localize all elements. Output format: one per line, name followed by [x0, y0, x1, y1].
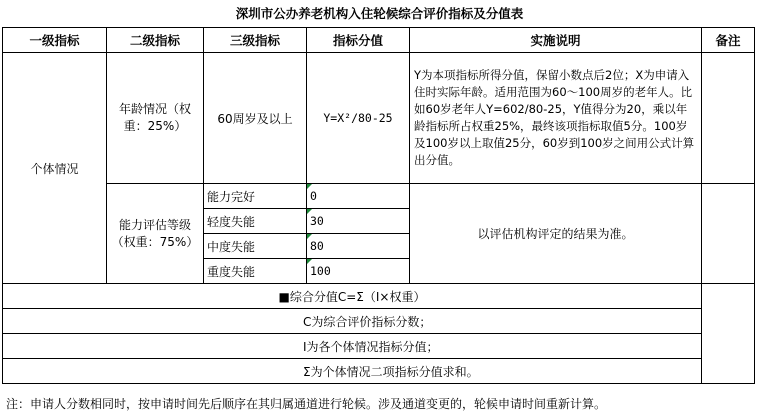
green-marker-icon	[307, 184, 312, 189]
ability-score-1: 30	[307, 209, 410, 234]
header-level1: 一级指标	[3, 28, 107, 53]
page-title: 深圳市公办养老机构入住轮候综合评价指标及分值表	[235, 6, 524, 21]
age-row	[3, 53, 755, 184]
header-remarks: 备注	[702, 28, 755, 53]
green-marker-icon	[307, 234, 312, 239]
ability-remarks-cell	[702, 184, 755, 284]
header-level3: 三级指标	[204, 28, 307, 53]
summary-title-row	[3, 284, 755, 309]
header-level2: 二级指标	[107, 28, 204, 53]
age-level3-cell: 60周岁及以上	[204, 53, 307, 184]
summary-title: ■综合分值C=Σ（I×权重）	[3, 284, 702, 309]
footnote: 注：申请人分数相同时，按申请时间先后顺序在其归属通道进行轮候。涉及通道变更的，轮候申请时间重新计算。	[6, 397, 607, 411]
green-marker-icon	[307, 209, 312, 214]
header-row	[3, 28, 755, 53]
evaluation-table	[2, 27, 755, 384]
header-score: 指标分值	[307, 28, 410, 53]
age-formula-cell: Y=X²/80-25	[307, 53, 410, 184]
ability-score-0: 0	[307, 184, 410, 209]
ability-label-1: 轻度失能	[204, 209, 307, 234]
green-marker-icon	[307, 259, 312, 264]
summary-line-row-0	[3, 309, 755, 334]
ability-score-2: 80	[307, 234, 410, 259]
header-description: 实施说明	[410, 28, 702, 53]
level1-cell: 个体情况	[3, 53, 107, 284]
age-level2-cell: 年龄情况（权重：25%）	[107, 53, 204, 184]
ability-row-0	[3, 184, 755, 209]
ability-score-3: 100	[307, 259, 410, 284]
age-description-cell: Y为本项指标所得分值，保留小数点后2位；X为申请入住时实际年龄。适用范围为60～100周岁的老年人。比如60岁老年人Y=602/80-25，Y值得分为20，乘以年龄指标所占权重25%，最终该项指标取值5分。100岁及100岁以上取值25分，60岁到100岁之间用公式计算出分值。	[410, 53, 702, 184]
ability-label-3: 重度失能	[204, 259, 307, 284]
ability-label-0: 能力完好	[204, 184, 307, 209]
summary-line-2: Σ为个体情况二项指标分值求和。	[3, 359, 702, 384]
ability-description-cell: 以评估机构评定的结果为准。	[410, 184, 702, 284]
summary-line-row-1	[3, 334, 755, 359]
summary-line-1: I为各个体情况指标分值；	[3, 334, 702, 359]
summary-remarks-cell	[702, 284, 755, 384]
summary-line-0: C为综合评价指标分数；	[3, 309, 702, 334]
ability-label-2: 中度失能	[204, 234, 307, 259]
summary-line-row-2	[3, 359, 755, 384]
ability-level2-cell: 能力评估等级（权重：75%）	[107, 184, 204, 284]
age-remarks-cell	[702, 53, 755, 184]
